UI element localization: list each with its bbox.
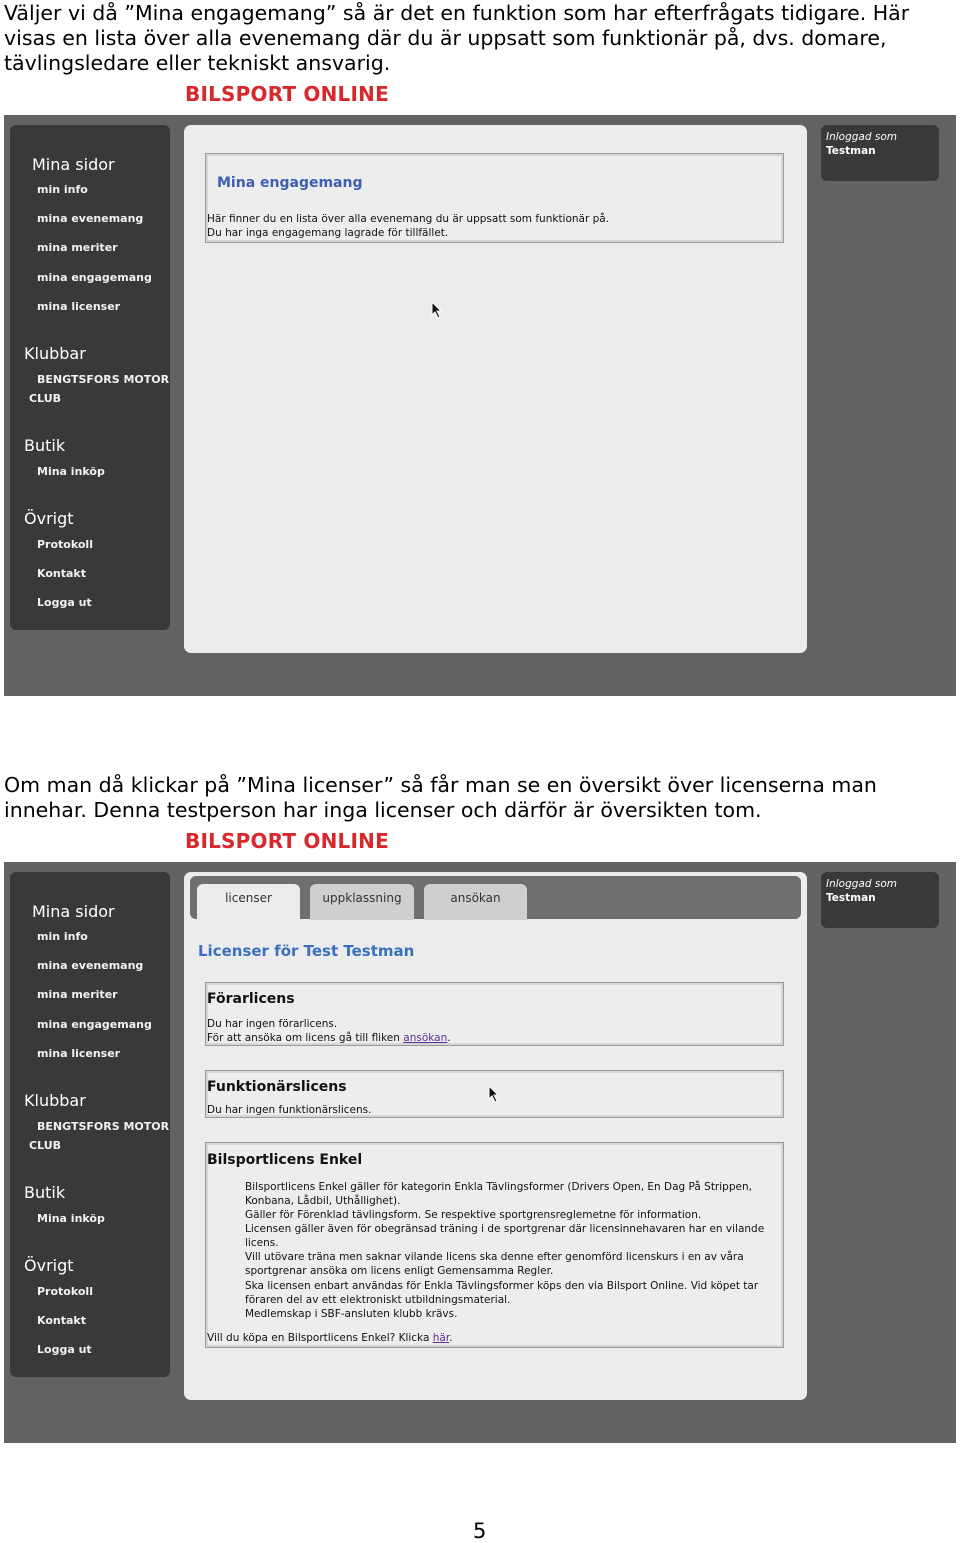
screenshot-licenser — [4, 862, 956, 1443]
mouse-cursor-icon — [431, 301, 443, 319]
tab-bar — [190, 876, 801, 919]
enkel-text-line: sportgrenar ansöka om licens enligt Gemensamma Regler. — [245, 1265, 554, 1277]
sidebar-heading-ovrigt: Övrigt — [24, 1256, 74, 1275]
licenser-paragraph: Om man då klickar på ”Mina licenser” så får man se en översikt över licenserna man innehar. Denna testperson har inga licenser och därför är översikten tom. — [4, 773, 877, 822]
page-number: 5 — [473, 1519, 487, 1543]
forarlicens-heading: Förarlicens — [207, 991, 295, 1007]
sidebar-heading-ovrigt: Övrigt — [24, 509, 74, 528]
sidebar-item-mina-evenemang[interactable]: mina evenemang — [37, 212, 144, 225]
tab-uppklassning[interactable]: uppklassning — [310, 884, 414, 920]
tab-licenser[interactable]: licenser — [197, 884, 300, 920]
funktionarslicens-heading: Funktionärslicens — [207, 1079, 347, 1095]
bilsport-logo: BILSPORT ONLINE — [185, 82, 389, 106]
sidebar — [10, 872, 170, 1377]
sidebar-item-club[interactable]: BENGTSFORS MOTOR — [37, 1120, 170, 1133]
sidebar-item-club[interactable]: BENGTSFORS MOTOR — [37, 373, 170, 386]
enkel-text-line: föraren del av ett elektroniskt utbildningsmaterial. — [245, 1294, 511, 1306]
sidebar-item-mina-meriter[interactable]: mina meriter — [37, 241, 118, 254]
enkel-heading: Bilsportlicens Enkel — [207, 1152, 363, 1168]
sidebar-item-mina-meriter[interactable]: mina meriter — [37, 988, 118, 1001]
engagemang-description: Här finner du en lista över alla evenemang du är uppsatt som funktionär på. — [207, 213, 610, 225]
sidebar — [10, 125, 170, 630]
login-status — [821, 125, 939, 181]
sidebar-item-logga-ut[interactable]: Logga ut — [37, 1343, 92, 1356]
sidebar-item-min-info[interactable]: min info — [37, 930, 88, 943]
sidebar-item-club-suffix[interactable]: CLUB — [29, 392, 62, 405]
enkel-text-line: Konbana, Lådbil, Uthållighet). — [245, 1195, 401, 1207]
main-content — [184, 125, 807, 653]
intro-paragraph: Väljer vi då ”Mina engagemang” så är det en funktion som har efterfrågats tidigare. Här visas en lista över alla evenemang där du är uppsatt som funktionär på, dvs. domare, tävlingsledare eller tekniskt ansvarig. — [4, 1, 910, 75]
enkel-text-line: Ska licensen enbart användas för Enkla Tävlingsformer köps den via Bilsport Online. Vid köpet tar — [245, 1280, 759, 1292]
sidebar-item-protokoll[interactable]: Protokoll — [37, 1285, 93, 1298]
login-status — [821, 872, 939, 928]
enkel-text-line: Licensen gäller även för obegränsad träning i de sportgrenar där licensinnehavaren har en vilande — [245, 1223, 765, 1235]
funktionarslicens-message: Du har ingen funktionärslicens. — [207, 1104, 372, 1116]
sidebar-heading-butik: Butik — [24, 436, 66, 455]
enkel-text-line: Gäller för Förenklad tävlingsform. Se respektive sportgrensreglemetne för information. — [245, 1209, 702, 1221]
sidebar-heading-mina-sidor: Mina sidor — [32, 902, 115, 921]
forarlicens-apply-text: För att ansöka om licens gå till fliken ansökan. — [207, 1032, 451, 1044]
sidebar-item-mina-licenser[interactable]: mina licenser — [37, 1047, 121, 1060]
login-label: Inloggad som — [826, 131, 897, 143]
screenshot-engagemang — [4, 115, 956, 696]
enkel-text-line: Vill utövare träna men saknar vilande licens ska denne efter genomförd licenskurs i en av våra — [245, 1251, 744, 1263]
sidebar-item-mina-licenser[interactable]: mina licenser — [37, 300, 121, 313]
sidebar-heading-mina-sidor: Mina sidor — [32, 155, 115, 174]
sidebar-item-mina-engagemang[interactable]: mina engagemang — [37, 271, 152, 284]
licenser-title: Licenser för Test Testman — [198, 942, 415, 960]
enkel-text-line: licens. — [245, 1237, 279, 1249]
forarlicens-box — [205, 982, 784, 1046]
enkel-text-line: Bilsportlicens Enkel gäller för kategorin Enkla Tävlingsformer (Drivers Open, En Dag På Strippen, — [245, 1181, 752, 1193]
login-label: Inloggad som — [826, 878, 897, 890]
sidebar-heading-butik: Butik — [24, 1183, 66, 1202]
main-content — [184, 872, 807, 1400]
sidebar-item-mina-evenemang[interactable]: mina evenemang — [37, 959, 144, 972]
sidebar-item-min-info[interactable]: min info — [37, 183, 88, 196]
sidebar-item-club-suffix[interactable]: CLUB — [29, 1139, 62, 1152]
login-username: Testman — [826, 892, 876, 904]
sidebar-item-kontakt[interactable]: Kontakt — [37, 567, 86, 580]
sidebar-item-protokoll[interactable]: Protokoll — [37, 538, 93, 551]
sidebar-item-mina-engagemang[interactable]: mina engagemang — [37, 1018, 152, 1031]
tab-ansokan[interactable]: ansökan — [424, 884, 527, 920]
mouse-cursor-icon — [488, 1085, 500, 1103]
bilsport-logo: BILSPORT ONLINE — [185, 829, 389, 853]
sidebar-heading-klubbar: Klubbar — [24, 1091, 86, 1110]
enkel-buy-text: Vill du köpa en Bilsportlicens Enkel? Klicka här. — [207, 1332, 453, 1344]
forarlicens-message: Du har ingen förarlicens. — [207, 1018, 338, 1030]
sidebar-heading-klubbar: Klubbar — [24, 344, 86, 363]
engagemang-empty-message: Du har inga engagemang lagrade för tillfället. — [207, 227, 449, 239]
engagemang-title: Mina engagemang — [217, 175, 363, 191]
sidebar-item-mina-inkop[interactable]: Mina inköp — [37, 1212, 105, 1225]
sidebar-item-kontakt[interactable]: Kontakt — [37, 1314, 86, 1327]
buy-link[interactable]: här — [432, 1332, 450, 1344]
sidebar-item-mina-inkop[interactable]: Mina inköp — [37, 465, 105, 478]
enkel-text-line: Medlemskap i SBF-ansluten klubb krävs. — [245, 1308, 458, 1320]
login-username: Testman — [826, 145, 876, 157]
sidebar-item-logga-ut[interactable]: Logga ut — [37, 596, 92, 609]
ansokan-link[interactable]: ansökan — [403, 1032, 448, 1044]
engagemang-box — [205, 153, 784, 243]
bilsportlicens-enkel-box — [205, 1142, 784, 1348]
